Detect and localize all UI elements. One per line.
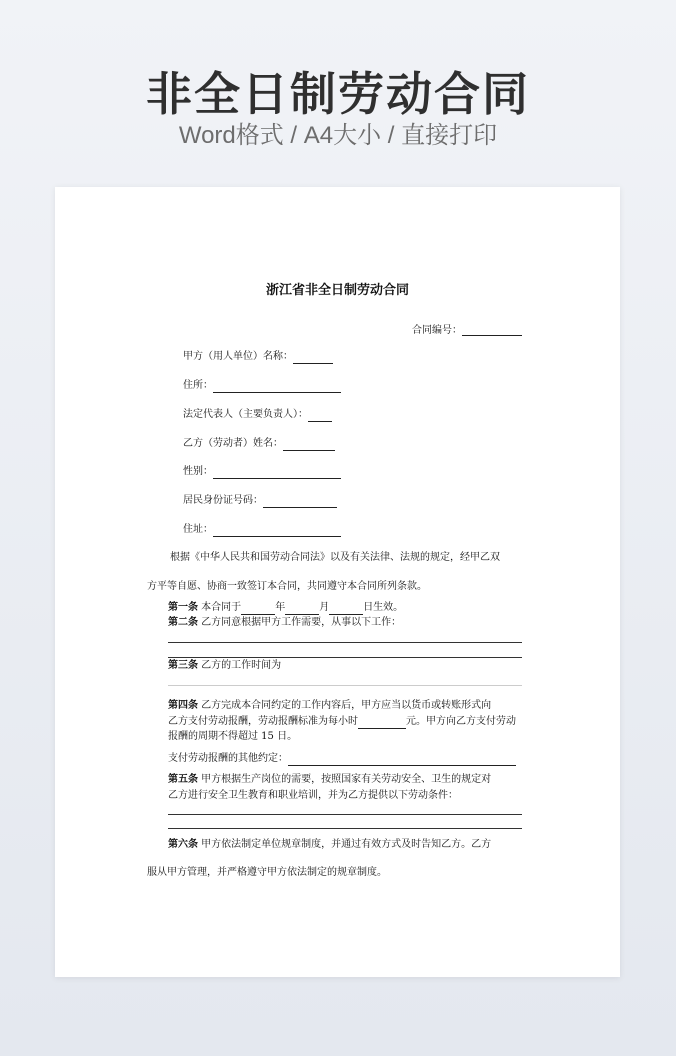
article-heading: 第三条 — [168, 660, 198, 671]
article-5-line-b — [168, 828, 522, 829]
article-2 — [168, 616, 401, 630]
contract-number-blank — [462, 323, 522, 336]
article-4-line-1 — [168, 699, 491, 713]
month-label: 月 — [319, 602, 330, 613]
year-blank — [241, 602, 275, 615]
banner-subtitle: Word格式 / A4大小 / 直接打印 — [178, 122, 498, 149]
article-4-line-3: 报酬的周期不得超过 15 日。 — [168, 731, 298, 742]
article-1 — [168, 601, 403, 615]
field-blank — [308, 409, 332, 422]
field-blank — [213, 524, 341, 537]
field-address-a — [183, 379, 341, 393]
article-heading: 第六条 — [168, 839, 198, 850]
month-blank — [285, 602, 319, 615]
field-id-number — [183, 494, 337, 508]
field-blank — [213, 466, 341, 479]
intro-line-2: 方平等自愿、协商一致签订本合同，共同遵守本合同所列条款。 — [147, 581, 427, 592]
article-2-line-1 — [168, 642, 522, 643]
field-label: 住址： — [183, 524, 213, 535]
field-label: 甲方（用人单位）名称： — [183, 351, 293, 362]
article-heading: 第二条 — [168, 617, 198, 628]
article-heading: 第一条 — [168, 602, 198, 613]
other-pay-label: 支付劳动报酬的其他约定： — [168, 753, 288, 764]
article-heading: 第四条 — [168, 700, 198, 711]
field-blank — [283, 438, 335, 451]
field-legal-rep — [183, 408, 332, 422]
field-party-b-name — [183, 437, 335, 451]
article-5-line-2: 乙方进行安全卫生教育和职业培训，并为乙方提供以下劳动条件： — [168, 790, 458, 801]
article-text: 乙方支付劳动报酬，劳动报酬标准为每小时 — [168, 716, 358, 727]
other-pay-terms — [168, 752, 516, 766]
article-6-line-1 — [168, 838, 491, 852]
article-5-line-1 — [168, 773, 491, 787]
field-blank — [213, 380, 341, 393]
banner-title: 非全日制劳动合同 — [146, 67, 530, 121]
contract-number-field — [412, 321, 522, 336]
field-label: 法定代表人（主要负责人）： — [183, 409, 308, 420]
article-text: 甲方依法制定单位规章制度，并通过有效方式及时告知乙方。乙方 — [198, 839, 492, 850]
article-text: 元。甲方向乙方支付劳动 — [406, 716, 516, 727]
other-pay-blank — [288, 753, 516, 766]
intro-line-1: 根据《中华人民共和国劳动合同法》以及有关法律、法规的规定，经甲乙双 — [170, 552, 500, 563]
contract-number-label: 合同编号： — [412, 325, 462, 336]
article-4-line-2 — [168, 715, 516, 729]
field-gender — [183, 465, 341, 479]
article-text: 乙方同意根据甲方工作需要，从事以下工作： — [198, 617, 402, 628]
field-party-a-name — [183, 350, 333, 364]
field-address-b — [183, 523, 341, 537]
article-text: 甲方根据生产岗位的需要，按照国家有关劳动安全、卫生的规定对 — [198, 774, 492, 785]
document-title: 浙江省非全日制劳动合同 — [265, 283, 409, 298]
field-label: 住所： — [183, 380, 213, 391]
article-text: 本合同于 — [198, 602, 242, 613]
article-text: 乙方完成本合同约定的工作内容后，甲方应当以货币或转账形式向 — [198, 700, 492, 711]
article-3-line — [168, 685, 522, 686]
document-page — [55, 187, 620, 977]
field-label: 居民身份证号码： — [183, 495, 263, 506]
article-text: 乙方的工作时间为 — [198, 660, 282, 671]
year-label: 年 — [275, 602, 286, 613]
article-heading: 第五条 — [168, 774, 198, 785]
field-label: 性别： — [183, 466, 213, 477]
field-blank — [263, 495, 337, 508]
day-blank — [329, 602, 363, 615]
day-label: 日生效。 — [363, 602, 404, 613]
hourly-rate-blank — [358, 716, 406, 729]
article-6-line-2: 服从甲方管理，并严格遵守甲方依法制定的规章制度。 — [147, 867, 387, 878]
article-2-line-2 — [168, 657, 522, 658]
article-3 — [168, 659, 281, 673]
field-blank — [293, 351, 333, 364]
article-5-line-a — [168, 814, 522, 815]
field-label: 乙方（劳动者）姓名： — [183, 438, 283, 449]
